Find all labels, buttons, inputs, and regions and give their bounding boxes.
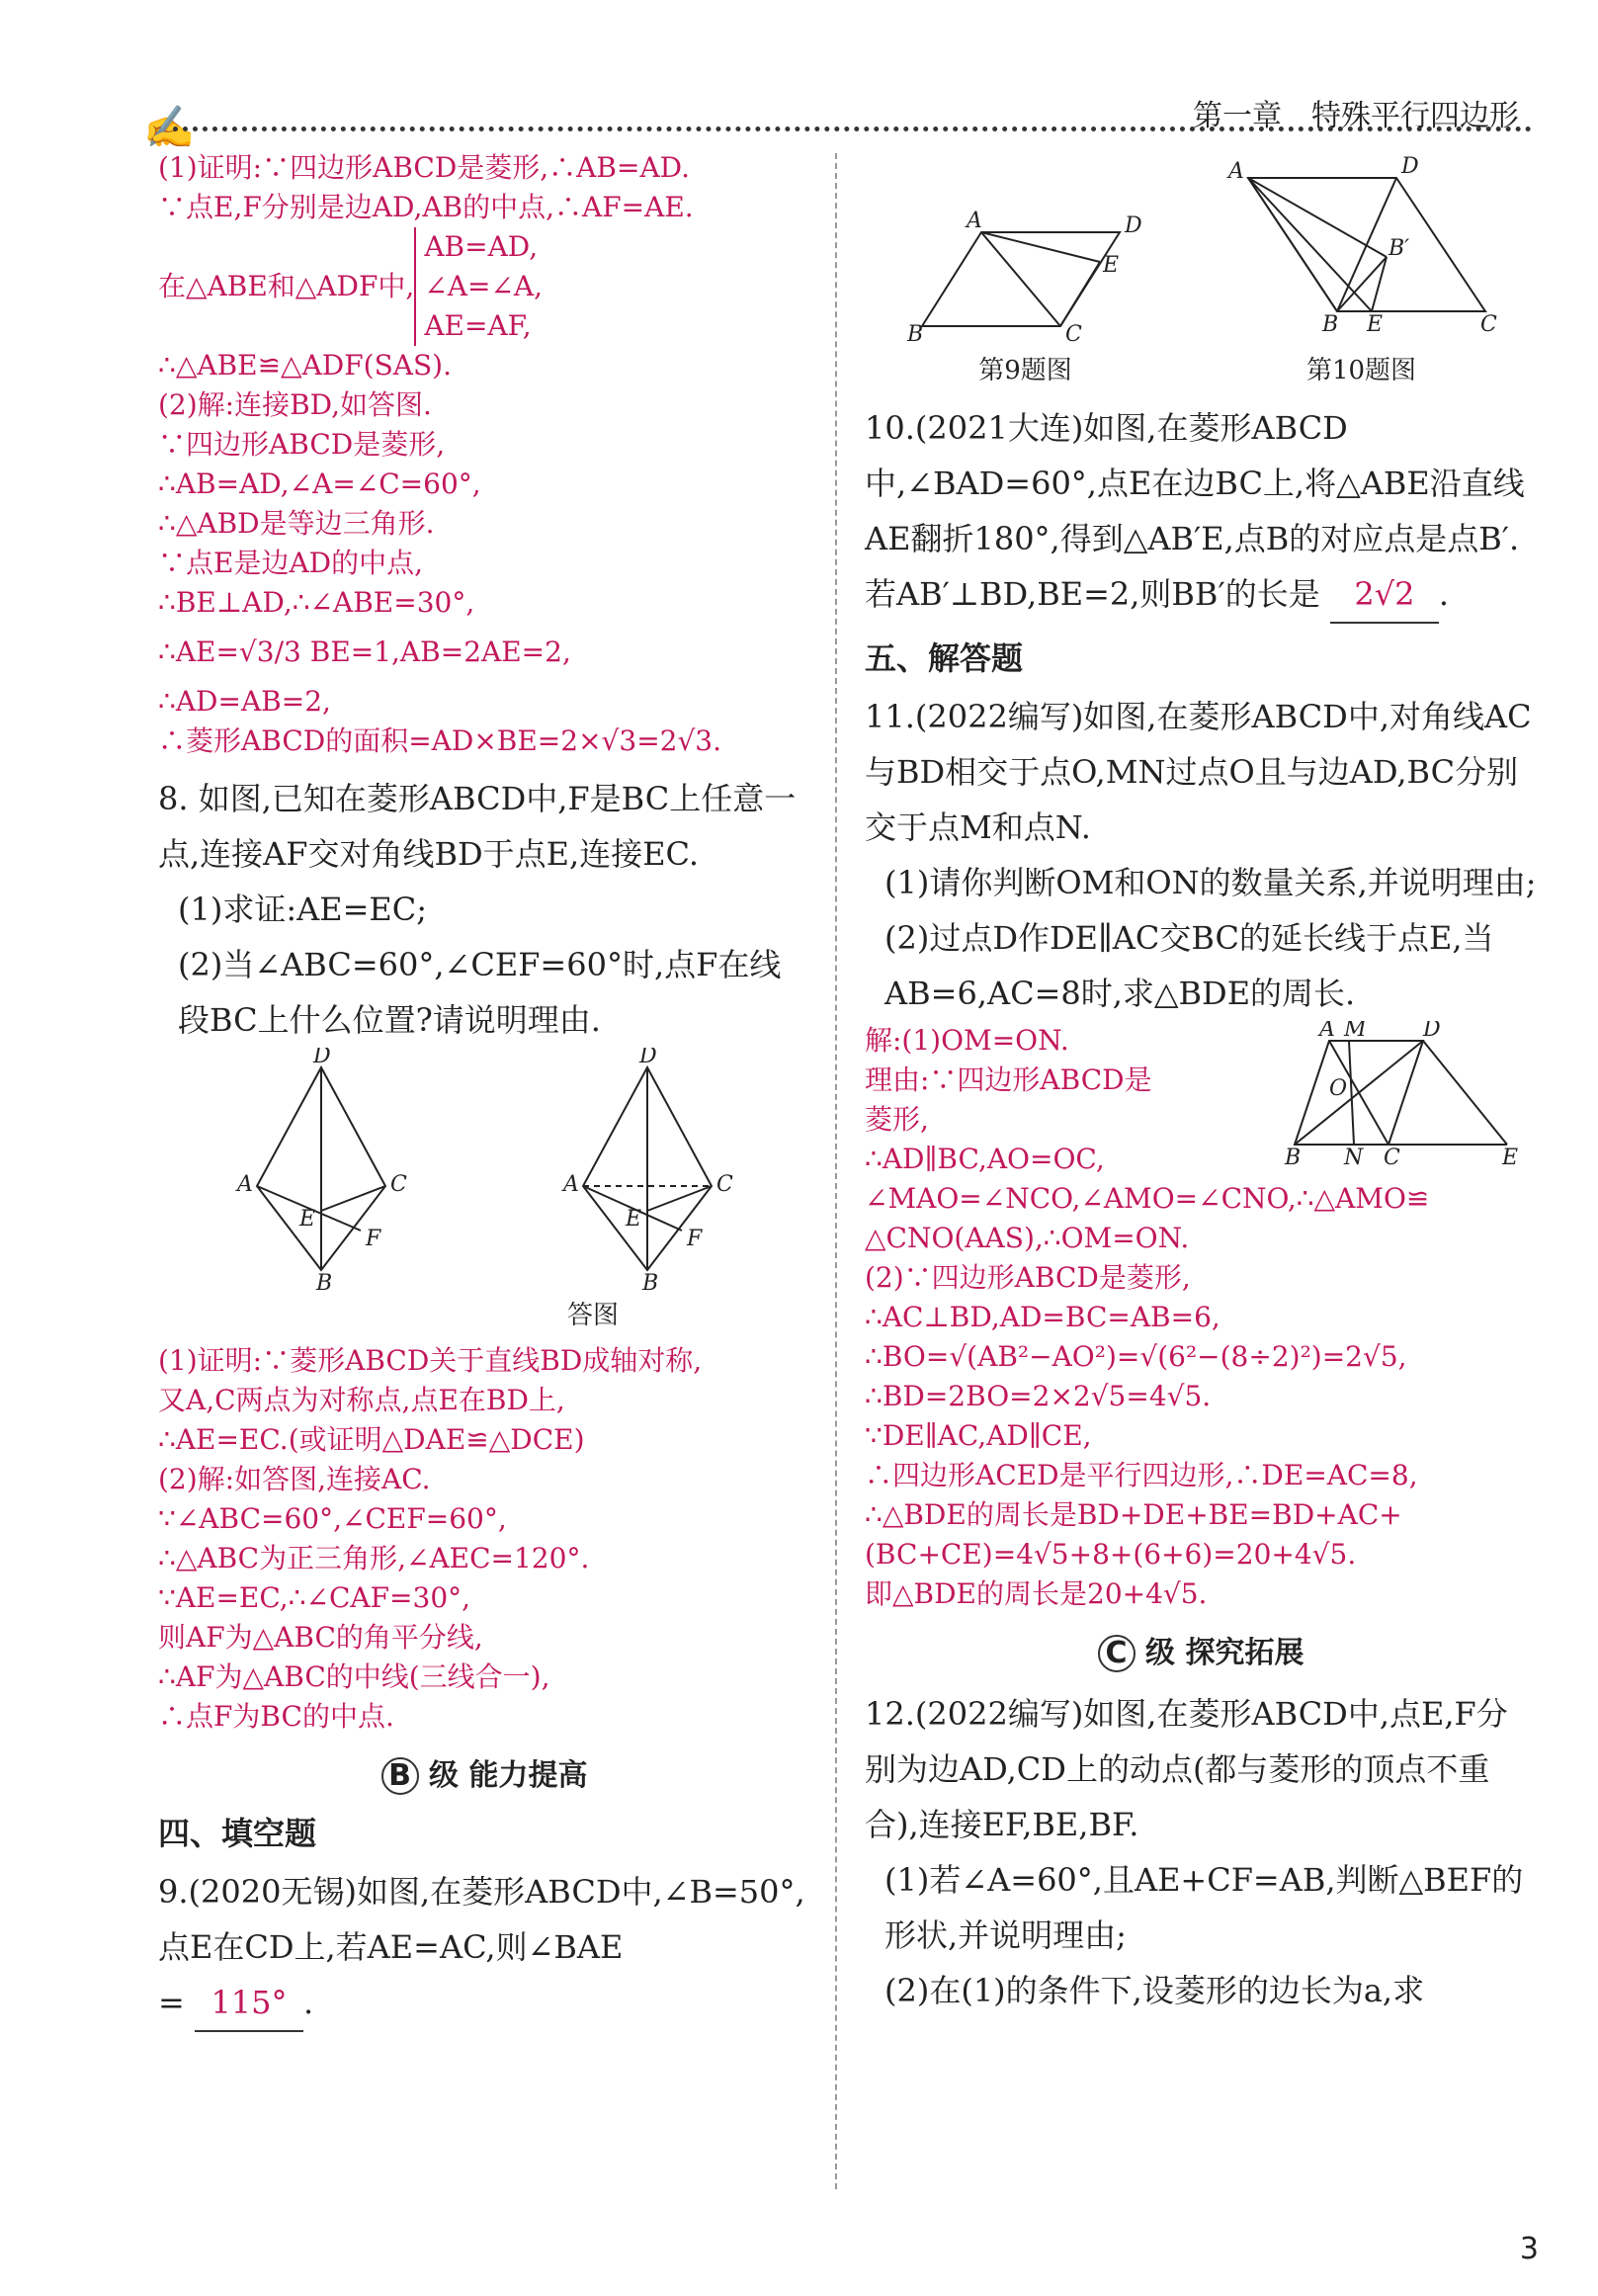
- q9-answer-blank: 115°: [195, 1975, 303, 2032]
- answer-line: ∠MAO=∠NCO,∠AMO=∠CNO,∴△AMO≌: [865, 1182, 1430, 1215]
- svg-text:E: E: [1502, 1146, 1519, 1169]
- answer-line: ∴△BDE的周长是BD+DE+BE=BD+AC+: [865, 1498, 1402, 1531]
- figure-9: [897, 148, 1154, 386]
- answer-line: 即△BDE的周长是20+4√5.: [865, 1577, 1208, 1610]
- q12-stem: 12.(2022编写)如图,在菱形ABCD中,点E,F分别为边AD,CD上的动点(都与菱形的顶点不重合),连接EF,BE,BF.: [865, 1695, 1508, 1843]
- svg-text:C: C: [1384, 1146, 1400, 1169]
- answer-line: ∴AD∥BC,AO=OC,: [865, 1143, 1105, 1175]
- congruence-block: [158, 227, 810, 346]
- answer-line: ∵AE=EC,∴∠CAF=30°,: [158, 1581, 471, 1614]
- answer-line: ∴菱形ABCD的面积=AD×BE=2×√3=2√3.: [158, 724, 722, 757]
- level-c-badge: C: [1098, 1635, 1135, 1672]
- figure-10-diagram: [1219, 148, 1505, 346]
- answer-line: 理由:∵四边形ABCD是: [865, 1063, 1152, 1096]
- svg-text:D: D: [639, 1048, 657, 1068]
- q12-part1: (1)若∠A=60°,且AE+CF=AB,判断△BEF的形状,并说明理由;: [884, 1861, 1524, 1954]
- answer-line: ∵点E,F分别是边AD,AB的中点,∴AF=AE.: [158, 191, 694, 223]
- level-c-text: 级 探究拓展: [1145, 1636, 1304, 1670]
- answer-line: ∵DE∥AC,AD∥CE,: [865, 1419, 1092, 1452]
- answer-line: (2)∵四边形ABCD是菱形,: [865, 1261, 1191, 1294]
- left-column: [158, 148, 810, 2032]
- question-11: [865, 689, 1537, 1021]
- svg-text:C: C: [1064, 322, 1082, 346]
- answer-line: (2)解:连接BD,如答图.: [158, 388, 432, 421]
- answer-line: ∴AC⊥BD,AD=BC=AB=6,: [865, 1301, 1220, 1333]
- answer-line: ∵∠ABC=60°,∠CEF=60°,: [158, 1502, 507, 1535]
- answer-line: ∴四边形ACED是平行四边形,∴DE=AC=8,: [865, 1459, 1418, 1491]
- svg-text:D: D: [1423, 1021, 1441, 1042]
- svg-text:E: E: [299, 1207, 316, 1232]
- pen-icon: ✍: [143, 103, 196, 151]
- answer-line: ∵点E是边AD的中点,: [158, 547, 424, 579]
- svg-text:D: D: [1124, 213, 1142, 238]
- q11-stem: 11.(2022编写)如图,在菱形ABCD中,对角线AC与BD相交于点O,MN过点O且与边AD,BC分别交于点M和点N.: [865, 698, 1532, 846]
- svg-text:M: M: [1344, 1021, 1367, 1042]
- svg-text:B: B: [906, 322, 923, 346]
- answer-figure: [539, 1048, 756, 1295]
- q8-figure: [212, 1048, 430, 1295]
- answer-line: ∴AB=AD,∠A=∠C=60°,: [158, 468, 481, 500]
- q9-eq: =: [158, 1984, 185, 2021]
- q10-answer-blank: 2√2: [1330, 566, 1439, 624]
- question-9: [158, 1864, 810, 2032]
- q7-answer: [158, 148, 810, 761]
- answer-line: ∴AF为△ABC的中线(三线合一),: [158, 1660, 550, 1693]
- level-b-text: 级 能力提高: [429, 1758, 588, 1793]
- answer-line: ∴AD=AB=2,: [158, 685, 331, 718]
- svg-text:C: C: [716, 1172, 733, 1197]
- q11-part2: (2)过点D作DE∥AC交BC的延长线于点E,当AB=6,AC=8时,求△BDE的周长.: [884, 919, 1494, 1012]
- answer-line: 解:(1)OM=ON.: [865, 1024, 1069, 1057]
- chapter-title: 第一章 特殊平行四边形: [1193, 99, 1519, 133]
- figure-9-diagram: [897, 148, 1154, 346]
- answer-figure-caption: 答图: [566, 1301, 619, 1330]
- answer-line: 又A,C两点为对称点,点E在BD上,: [158, 1384, 565, 1416]
- q11-figure: [1280, 1021, 1527, 1169]
- answer-line: 在△ABE和△ADF中,: [158, 270, 415, 302]
- svg-text:E: E: [1102, 253, 1119, 278]
- level-b-banner: [158, 1750, 810, 1795]
- svg-text:E: E: [626, 1207, 642, 1232]
- answer-line: ∵四边形ABCD是菱形,: [158, 428, 446, 461]
- answer-line: ∴BE⊥AD,∴∠ABE=30°,: [158, 586, 475, 619]
- question-8: [158, 771, 810, 1331]
- q12-part2: (2)在(1)的条件下,设菱形的边长为a,求: [884, 1972, 1425, 2009]
- answer-line: ∴AE=EC.(或证明△DAE≌△DCE): [158, 1423, 585, 1456]
- svg-text:B: B: [1321, 312, 1338, 337]
- svg-text:A: A: [966, 209, 982, 233]
- svg-text:O: O: [1329, 1076, 1348, 1101]
- svg-text:D: D: [313, 1048, 331, 1068]
- conditions-brace: [414, 227, 543, 346]
- answer-line: (1)证明:∵菱形ABCD关于直线BD成轴对称,: [158, 1344, 703, 1377]
- answer-line: (1)证明:∵四边形ABCD是菱形,∴AB=AD.: [158, 151, 691, 184]
- q9-stem: 9.(2020无锡)如图,在菱形ABCD中,∠B=50°,点E在CD上,若AE=AC,则∠BAE: [158, 1873, 805, 1966]
- answer-line: ∴AE=√3/3 BE=1,AB=2AE=2,: [158, 636, 571, 668]
- q8-part2: (2)当∠ABC=60°,∠CEF=60°时,点F在线段BC上什么位置?请说明理由.: [178, 946, 782, 1039]
- right-column: [865, 148, 1537, 2018]
- answer-line: 菱形,: [865, 1103, 929, 1136]
- question-12: [865, 1686, 1537, 2018]
- q10-stem: 10.(2021大连)如图,在菱形ABCD中,∠BAD=60°,点E在边BC上,将△ABE沿直线AE翻折180°,得到△AB′E,点B的对应点是点B′.若AB′⊥BD,BE=2,则BB′的长是: [865, 409, 1525, 613]
- answer-line: △CNO(AAS),∴OM=ON.: [865, 1222, 1190, 1254]
- svg-text:B: B: [642, 1271, 659, 1295]
- answer-line: ∴△ABE≌△ADF(SAS).: [158, 349, 453, 382]
- svg-text:D: D: [1400, 154, 1419, 179]
- q8-figures: [158, 1048, 810, 1295]
- answer-line: AB=AD,: [424, 230, 539, 263]
- q8-answer: [158, 1341, 810, 1737]
- svg-text:A: A: [1227, 159, 1244, 184]
- svg-text:B′: B′: [1388, 236, 1409, 261]
- q8-stem: 8. 如图,已知在菱形ABCD中,F是BC上任意一点,连接AF交对角线BD于点E,连接EC.: [158, 780, 797, 873]
- svg-text:F: F: [366, 1227, 381, 1251]
- answer-line: ∴BO=√(AB²−AO²)=√(6²−(8÷2)²)=2√5,: [865, 1340, 1407, 1373]
- q11-answer: [865, 1021, 1537, 1614]
- section-4-heading: 四、填空题: [158, 1815, 317, 1852]
- answer-line: (BC+CE)=4√5+8+(6+6)=20+4√5.: [865, 1538, 1357, 1571]
- svg-text:C: C: [390, 1172, 407, 1197]
- answer-line: 则AF为△ABC的角平分线,: [158, 1621, 483, 1654]
- answer-line: ∴点F为BC的中点.: [158, 1700, 394, 1733]
- level-c-banner: [865, 1628, 1537, 1672]
- figures-9-10: [865, 148, 1537, 386]
- column-divider: [835, 153, 837, 2189]
- q10-period: .: [1438, 575, 1450, 613]
- svg-text:N: N: [1344, 1146, 1364, 1169]
- svg-text:A: A: [237, 1172, 253, 1197]
- figure-10: [1219, 148, 1505, 386]
- answer-line: ∠A=∠A,: [424, 270, 544, 302]
- svg-text:B: B: [316, 1271, 333, 1295]
- q8-part1: (1)求证:AE=EC;: [178, 891, 428, 928]
- svg-text:F: F: [687, 1227, 703, 1251]
- answer-line: ∴△ABC为正三角形,∠AEC=120°.: [158, 1542, 590, 1574]
- svg-text:A: A: [563, 1172, 579, 1197]
- answer-line: ∴BD=2BO=2×2√5=4√5.: [865, 1380, 1212, 1412]
- svg-text:B: B: [1285, 1146, 1302, 1169]
- svg-text:E: E: [1366, 312, 1383, 337]
- svg-text:A: A: [1319, 1021, 1335, 1042]
- svg-text:C: C: [1479, 312, 1497, 337]
- section-5-heading: 五、解答题: [865, 639, 1024, 677]
- answer-line: (2)解:如答图,连接AC.: [158, 1463, 431, 1495]
- answer-line: ∴△ABD是等边三角形.: [158, 507, 435, 540]
- figure-9-caption: 第9题图: [978, 356, 1072, 385]
- q11-part1: (1)请你判断OM和ON的数量关系,并说明理由;: [884, 864, 1537, 901]
- answer-line: AE=AF,: [424, 309, 532, 342]
- page-number: 3: [1519, 2232, 1539, 2266]
- question-10: [865, 400, 1537, 624]
- q9-period: .: [302, 1984, 314, 2021]
- level-b-badge: B: [381, 1757, 419, 1795]
- figure-10-caption: 第10题图: [1305, 356, 1417, 385]
